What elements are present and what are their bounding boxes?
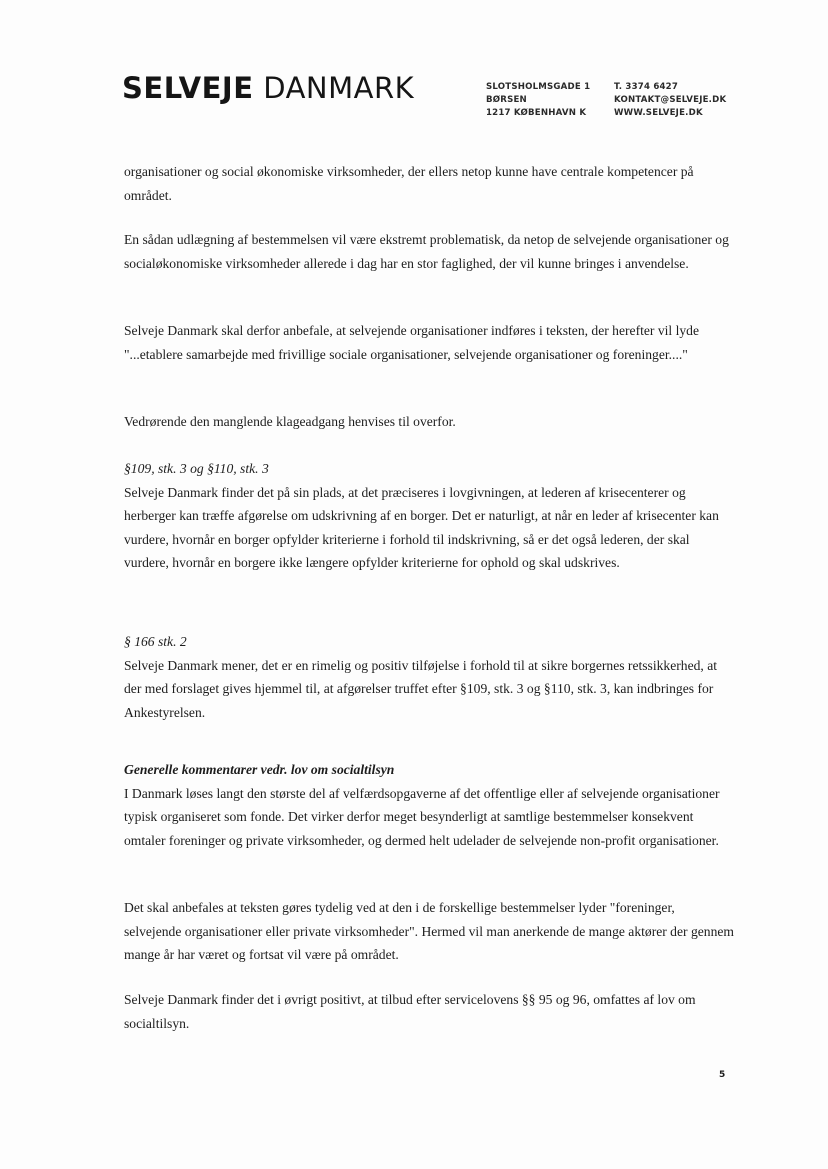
contact-email: KONTAKT@SELVEJE.DK (614, 95, 727, 105)
paragraph-3: Selveje Danmark skal derfor anbefale, at selvejende organisationer indføres i teksten, der herefter vil lyde "...etablere samarbejde med frivillige sociale organisationer, selvejende organisationer og foreninger...." (124, 323, 699, 362)
address-street: SLOTSHOLMSGADE 1 (486, 82, 591, 92)
paragraph-1: organisationer og social økonomiske virksomheder, der ellers netop kunne have centrale kompetencer på området. (124, 164, 694, 203)
section-text: I Danmark løses langt den største del af velfærdsopgaverne af det offentlige eller af selvejende organisationer typisk organiseret som fonde. Det virker derfor meget besynderligt at samtlige bestemmelser konsekvent omtaler foreninger og private virksomheder, og dermed helt udelader de selvejende non-profit organisationer. (124, 785, 720, 848)
page-number: 5 (719, 1070, 726, 1080)
section-text: Selveje Danmark finder det på sin plads, at det præciseres i lovgivningen, at lederen af krisecenterer og herberger kan træffe afgørelse om udskrivning af en borger. Det er naturligt, at når en leder af krisecenter kan vurdere, hvornår en borger opfylder kriterierne i forhold til indskrivning, så er det også lederen, der skal vurdere, hvornår en borgere ikke længere opfylder kriterierne for ophold og skal udskrives. (124, 484, 719, 571)
paragraph-socialtilsyn-3: Selveje Danmark finder det i øvrigt positivt, at tilbud efter servicelovens §§ 95 og 96, omfattes af lov om socialtilsyn. (124, 992, 696, 1031)
contact-phone: T. 3374 6427 (614, 82, 679, 92)
paragraph-4: Vedrørende den manglende klageadgang henvises til overfor. (124, 414, 456, 429)
section-166 (124, 630, 734, 724)
paragraph-2: En sådan udlægning af bestemmelsen vil være ekstremt problematisk, da netop de selvejende organisationer og socialøkonomiske virksomheder allerede i dag har en stor faglighed, der vil kunne bringes i anvendelse. (124, 232, 729, 271)
section-text: Selveje Danmark mener, det er en rimelig og positiv tilføjelse i forhold til at sikre borgernes retssikkerhed, at der med forslaget gives hjemmel til, at afgørelser truffet efter §109, stk. 3 og §110, stk. 3, kan indbringes for Ankestyrelsen. (124, 657, 718, 720)
address-city: 1217 KØBENHAVN K (486, 108, 587, 118)
section-socialtilsyn (124, 758, 734, 852)
letterhead-address (486, 81, 590, 120)
logo-word-selveje: SELVEJE (122, 71, 254, 105)
section-heading: Generelle kommentarer vedr. lov om socialtilsyn (124, 762, 395, 777)
logo-word-danmark: DANMARK (263, 71, 415, 105)
section-heading: § 166 stk. 2 (124, 634, 187, 649)
section-heading: §109, stk. 3 og §110, stk. 3 (124, 461, 269, 476)
paragraph-socialtilsyn-2: Det skal anbefales at teksten gøres tydelig ved at den i de forskellige bestemmelser lyder "foreninger, selvejende organisationer eller private virksomheder". Hermed vil man anerkende de mange aktører der gennem mange år har været og fortsat vil være på området. (124, 900, 734, 963)
selveje-danmark-logo (122, 71, 415, 105)
address-building: BØRSEN (486, 95, 527, 105)
section-109-110 (124, 457, 734, 575)
contact-website: WWW.SELVEJE.DK (614, 108, 703, 118)
letterhead-contact (614, 81, 726, 120)
